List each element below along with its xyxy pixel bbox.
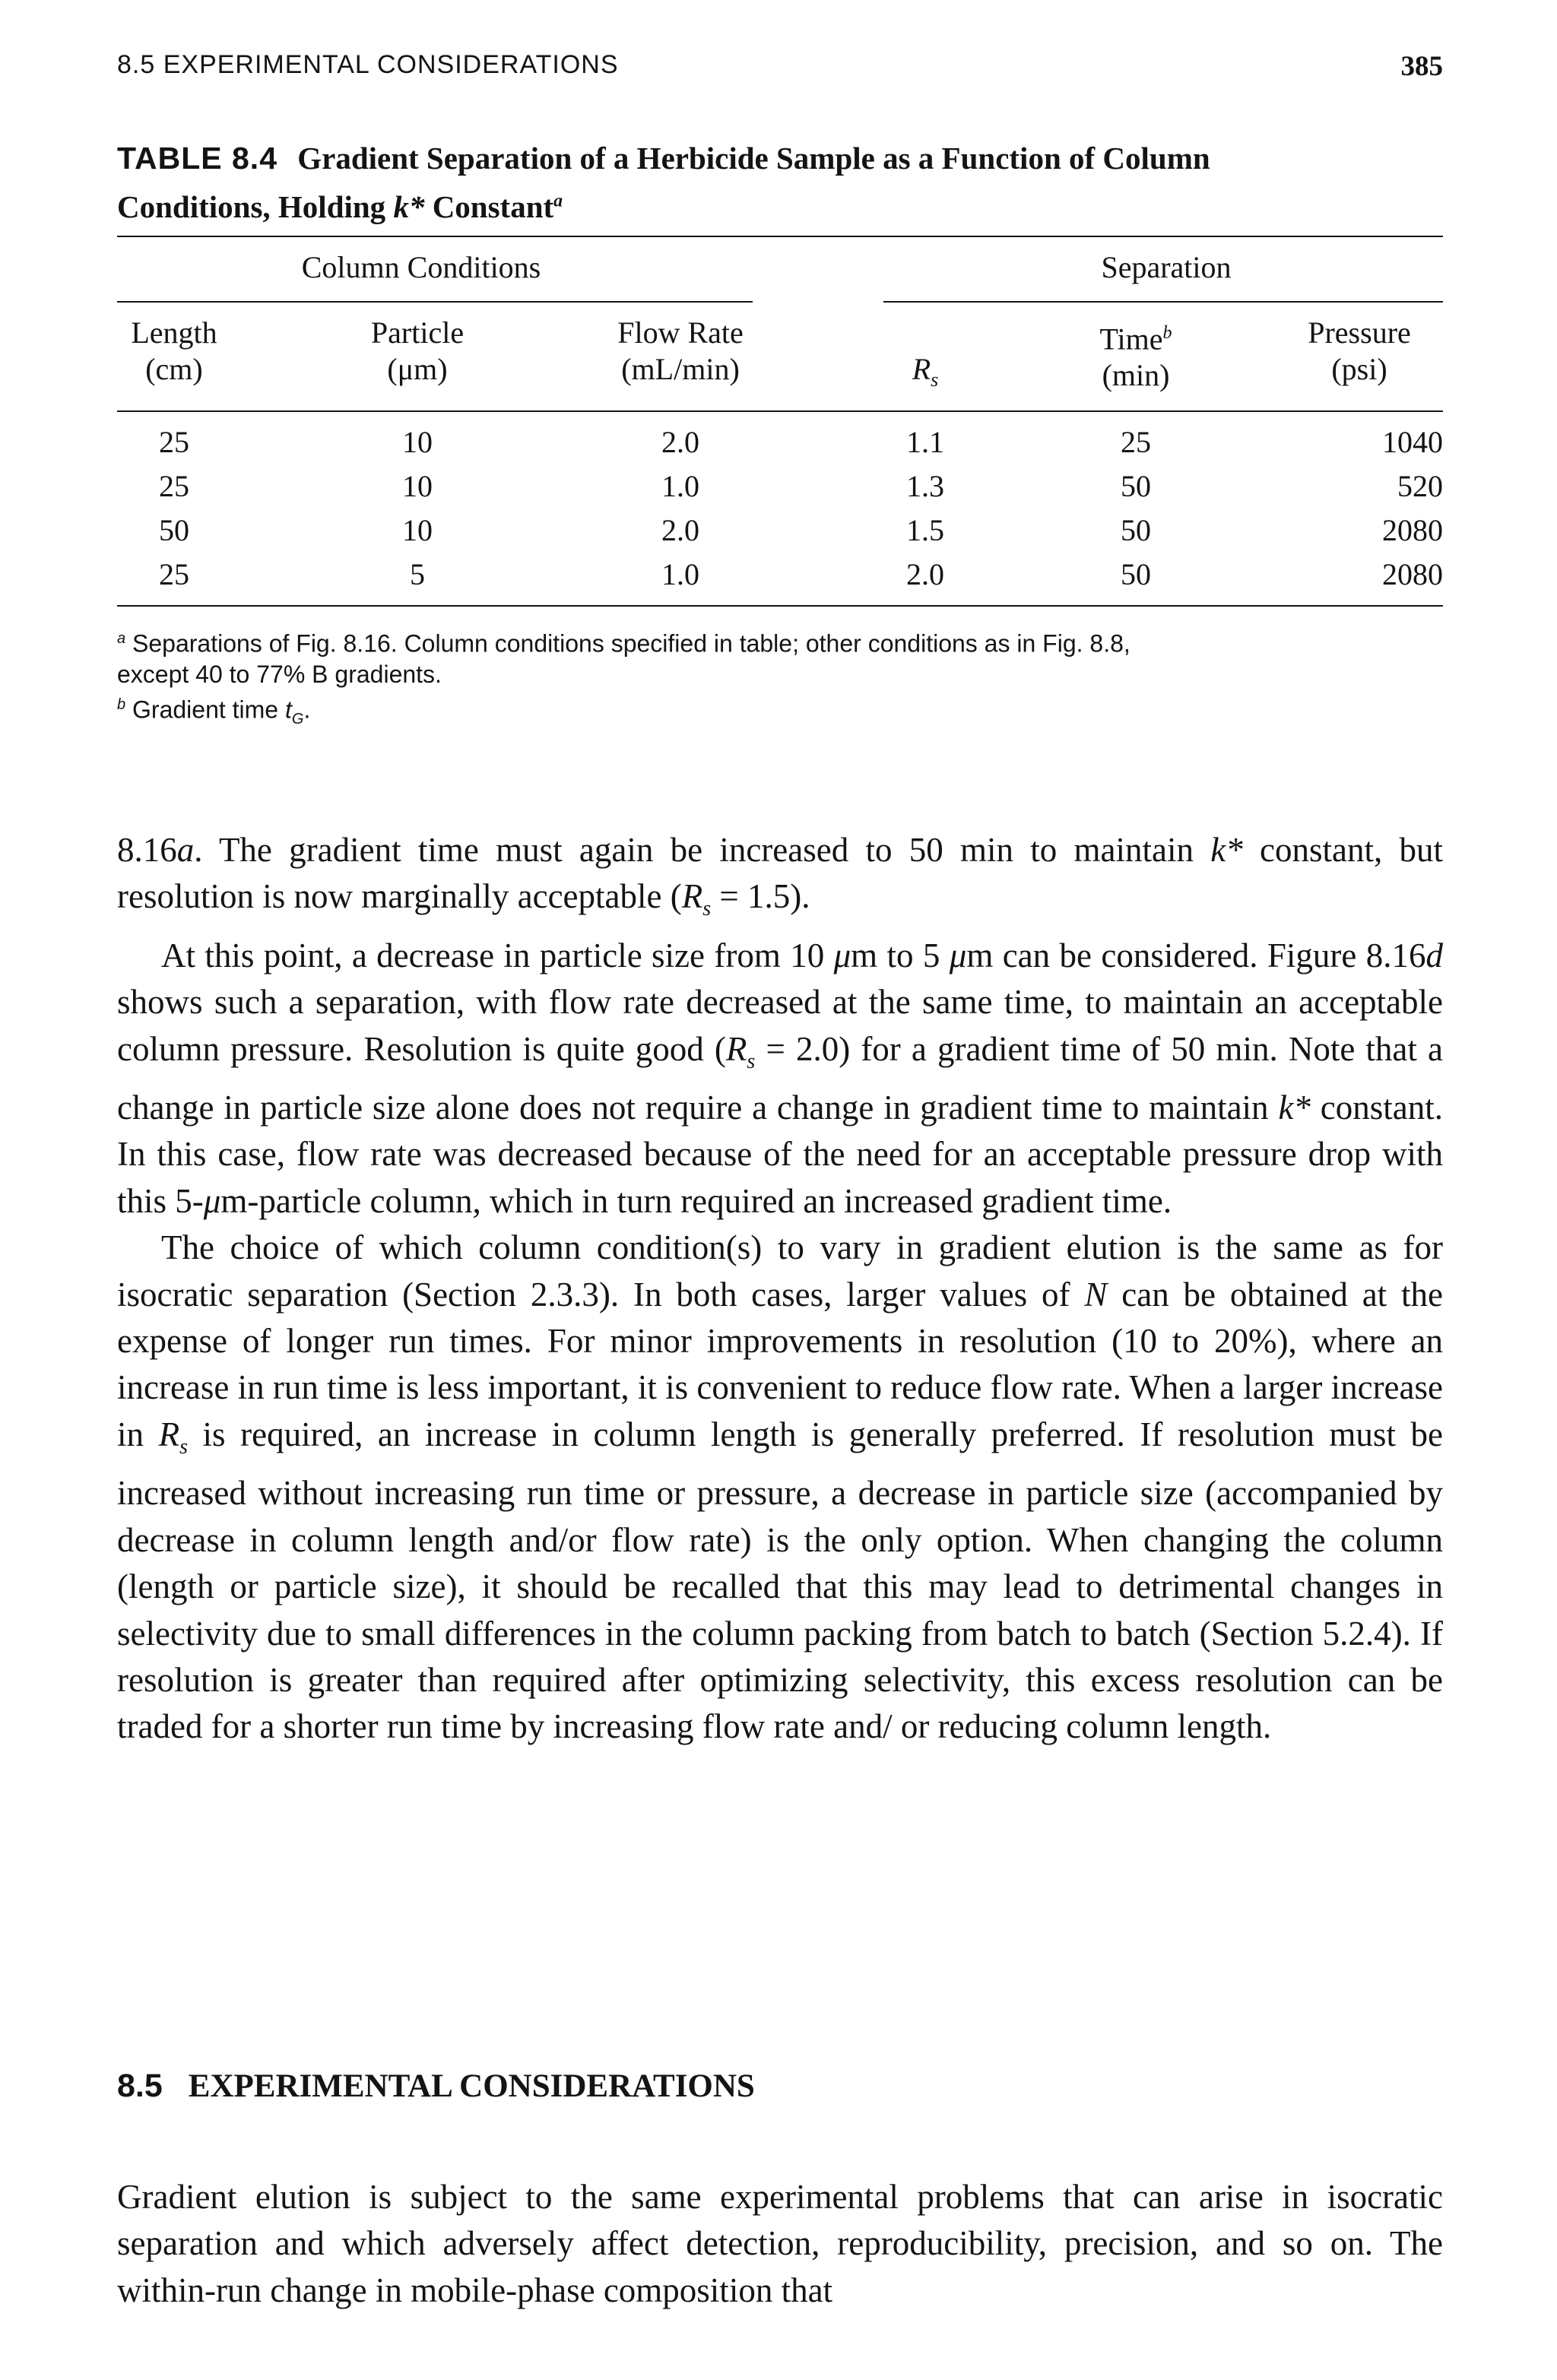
col-header-length: Length (cm)	[131, 315, 217, 386]
table-footnotes	[117, 623, 1443, 734]
cell-flow-rate: 2.0	[661, 425, 699, 459]
cell-particle: 10	[402, 469, 433, 503]
cell-flow-rate: 1.0	[661, 469, 699, 503]
cell-time: 50	[1121, 469, 1151, 503]
table-label: TABLE 8.4	[117, 141, 277, 176]
cell-time: 25	[1121, 425, 1151, 459]
cell-pressure: 1040	[1382, 425, 1443, 459]
section-heading	[117, 2068, 755, 2105]
section-title: EXPERIMENTAL CONSIDERATIONS	[188, 2068, 755, 2104]
body-text	[117, 827, 1443, 1751]
cell-time: 50	[1121, 557, 1151, 591]
cell-length: 25	[159, 557, 189, 591]
cell-particle: 5	[410, 557, 425, 591]
table-header-rule	[117, 410, 1443, 412]
cell-pressure: 520	[1397, 469, 1443, 503]
cell-flow-rate: 1.0	[661, 557, 699, 591]
cell-length: 50	[159, 513, 189, 547]
page-number: 385	[1400, 51, 1443, 82]
group-header-separation: Separation	[1101, 250, 1232, 284]
section-body	[117, 2174, 1443, 2314]
cell-resolution: 1.1	[906, 425, 944, 459]
table-top-rule	[117, 236, 1443, 237]
table-caption-line2: Conditions, Holding k* Constant$^a$	[117, 189, 563, 224]
cell-particle: 10	[402, 513, 433, 547]
running-head-title: 8.5 EXPERIMENTAL CONSIDERATIONS	[117, 50, 619, 79]
cell-pressure: 2080	[1382, 513, 1443, 547]
section-number: 8.5	[117, 2068, 163, 2104]
col-header-pressure: Pressure (psi)	[1308, 315, 1411, 386]
table-caption	[117, 137, 1443, 228]
section-paragraph: Gradient elution is subject to the same experimental problems that can arise in isocratic separation and which adversely affect detection, reproducibility, precision, and so on. The within-run change in mobile-phase composition that	[117, 2178, 1443, 2309]
cell-resolution: 1.3	[906, 469, 944, 503]
table-caption-line1: Gradient Separation of a Herbicide Sample as a Function of Column	[297, 141, 1210, 176]
cell-length: 25	[159, 425, 189, 459]
cell-pressure: 2080	[1382, 557, 1443, 591]
paragraph-2: At this point, a decrease in particle size from 10 μm to 5 μm can be considered. Figure 8.16d shows such a separation, with flow rate decreased at the same time, to maintain an acceptable column pressure. Resolution is quite good $(R_s = 2.0)$ for a gradient time of 50 min. Note that a change in particle size alone does not require a change in gradient time to maintain k* constant. In this case, flow rate was decreased because of the need for an acceptable pressure drop with this 5-μm-particle column, which in turn required an increased gradient time.	[117, 936, 1444, 1220]
cell-resolution: 2.0	[906, 557, 944, 591]
cell-flow-rate: 2.0	[661, 513, 699, 547]
cell-length: 25	[159, 469, 189, 503]
cell-particle: 10	[402, 425, 433, 459]
column-conditions-group-rule	[117, 301, 753, 303]
col-header-time: Time$^b$ (min)	[1099, 322, 1172, 393]
group-header-column-conditions: Column Conditions	[301, 250, 541, 284]
paragraph-1: 8.16a. The gradient time must again be increased to 50 min to maintain k* constant, but resolution is now marginally acceptable $(R_s = 1.5)$.	[117, 831, 1443, 921]
footnote-a: $^a$ Separations of Fig. 8.16. Column conditions specified in table; other conditions as in Fig. 8.8, except 40 to 77% B gradients.	[117, 629, 1130, 688]
footnote-b: $^b$ Gradient time $t_G$.	[117, 696, 311, 727]
cell-time: 50	[1121, 513, 1151, 547]
table-bottom-rule	[117, 605, 1443, 607]
separation-group-rule	[883, 301, 1443, 303]
paragraph-3: The choice of which column condition(s) to vary in gradient elution is the same as for isocratic separation (Section 2.3.3). In both cases, larger values of N can be obtained at the expense of longer run times. For minor improvements in resolution (10 to 20%), where an increase in run time is less important, it is convenient to reduce flow rate. When a larger increase in $R_s$ is required, an increase in column length is generally preferred. If resolution must be increased without increasing run time or pressure, a decrease in particle size (accompanied by decrease in column length and/or flow rate) is the only option. When changing the column (length or particle size), it should be recalled that this may lead to detrimental changes in selectivity due to small differences in the column packing from batch to batch (Section 5.2.4). If resolution is greater than required after optimizing selectivity, this excess resolution can be traded for a shorter run time by increasing flow rate and/ or reducing column length.	[117, 1228, 1444, 1746]
col-header-resolution: $R_s$	[912, 352, 939, 391]
col-header-flow-rate: Flow Rate (mL/min)	[617, 315, 744, 386]
col-header-particle: Particle (μm)	[370, 315, 465, 386]
cell-resolution: 1.5	[906, 513, 944, 547]
running-head	[117, 50, 1443, 84]
